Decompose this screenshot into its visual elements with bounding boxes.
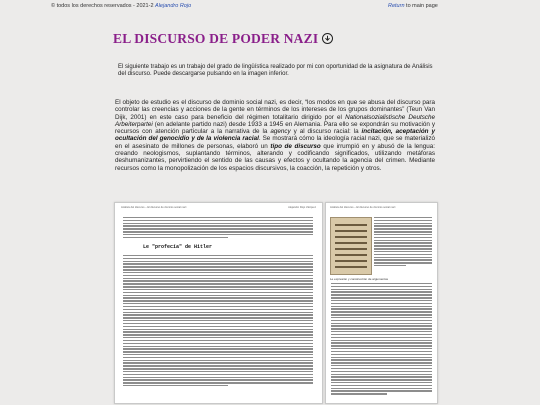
discourse-type-term: tipo de discurso [270, 142, 321, 150]
document-preview-page-1[interactable] [114, 202, 323, 404]
abstract-part-5: que irrumpió en y abusó de la lengua: creando neologismos, suplantando términos, alterando y codificando significados, utilizando metáforas deshumanizantes, pervirtiendo el sentido de las causas y efectos y ocultando la agencia del crimen. Mediante recursos como la monopolización de los espacios discursivos, la coacción, la repetición y otros. [115, 142, 436, 172]
page1-header-right: Alejandro Rojo Vázquez [288, 206, 316, 209]
download-arrow-icon[interactable] [322, 33, 333, 44]
page2-header-left: Análisis del discurso – El discurso de dominio social nazi [330, 206, 396, 209]
return-nav [388, 3, 438, 9]
copyright-text: todos los derechos reservados - 2021-2 [56, 3, 154, 9]
copyright-notice [51, 3, 191, 9]
abstract-part-3: y al discurso racial: la [290, 128, 362, 136]
abstract-part-2: (en adelante partido nazi) desde 1933 a 1945 en Alemania. Para ello se expondrán su motivación y recursos con atención particular a la narrativa de la [115, 120, 435, 136]
return-link[interactable]: Return [388, 3, 405, 9]
abstract-part-1: El objeto de estudio es el discurso de dominio social nazi, es decir, “los modos en que se abusa del discurso para controlar las creencias y acciones de la gente en términos de los intereses de los grupos dominantes” (Teun Van Dijk, 2001) en este caso para beneficio del régimen totalitario dirigido por el [115, 99, 435, 121]
top-bar [0, 0, 540, 12]
page2-text-block-main [331, 283, 432, 396]
propaganda-poster-thumbnail [330, 217, 372, 275]
key-phrase: incitación, aceptación y ocultación del genocidio y de la violencia racial [115, 128, 435, 143]
page1-header-left: Análisis del discurso – El discurso de dominio social nazi [121, 206, 187, 209]
intro-text: El siguiente trabajo es un trabajo del grado de lingüística realizado por mi con oportunidad de la asignatura de Análisis del discurso. Puede descargarse pulsando en la imagen inferior. [118, 64, 433, 78]
abstract-paragraph [115, 99, 435, 172]
page1-text-block-top [123, 217, 313, 240]
return-suffix: to main page [406, 3, 438, 9]
party-name: Nationalsozialistische Deutsche Arbeiterpartei [115, 113, 435, 128]
page1-heading: Le "profecía" de Hitler [143, 244, 213, 250]
abstract-part-4: . Se mostrará cómo la ideología racial nazi, que se materializó en el asesinato de millones de personas, elaboró un [115, 135, 435, 150]
author-link[interactable]: Alejandro Rojo [155, 3, 192, 9]
copyright-symbol: © [51, 3, 56, 9]
page2-subheading: Le expresión y construcción de argumentos [330, 277, 389, 281]
page-title: EL DISCURSO DE PODER NAZI [113, 31, 319, 46]
agency-term: agency [270, 128, 291, 136]
page2-text-block-side [374, 217, 432, 268]
page1-text-block-main [123, 255, 313, 388]
document-preview-page-2[interactable] [325, 202, 438, 404]
